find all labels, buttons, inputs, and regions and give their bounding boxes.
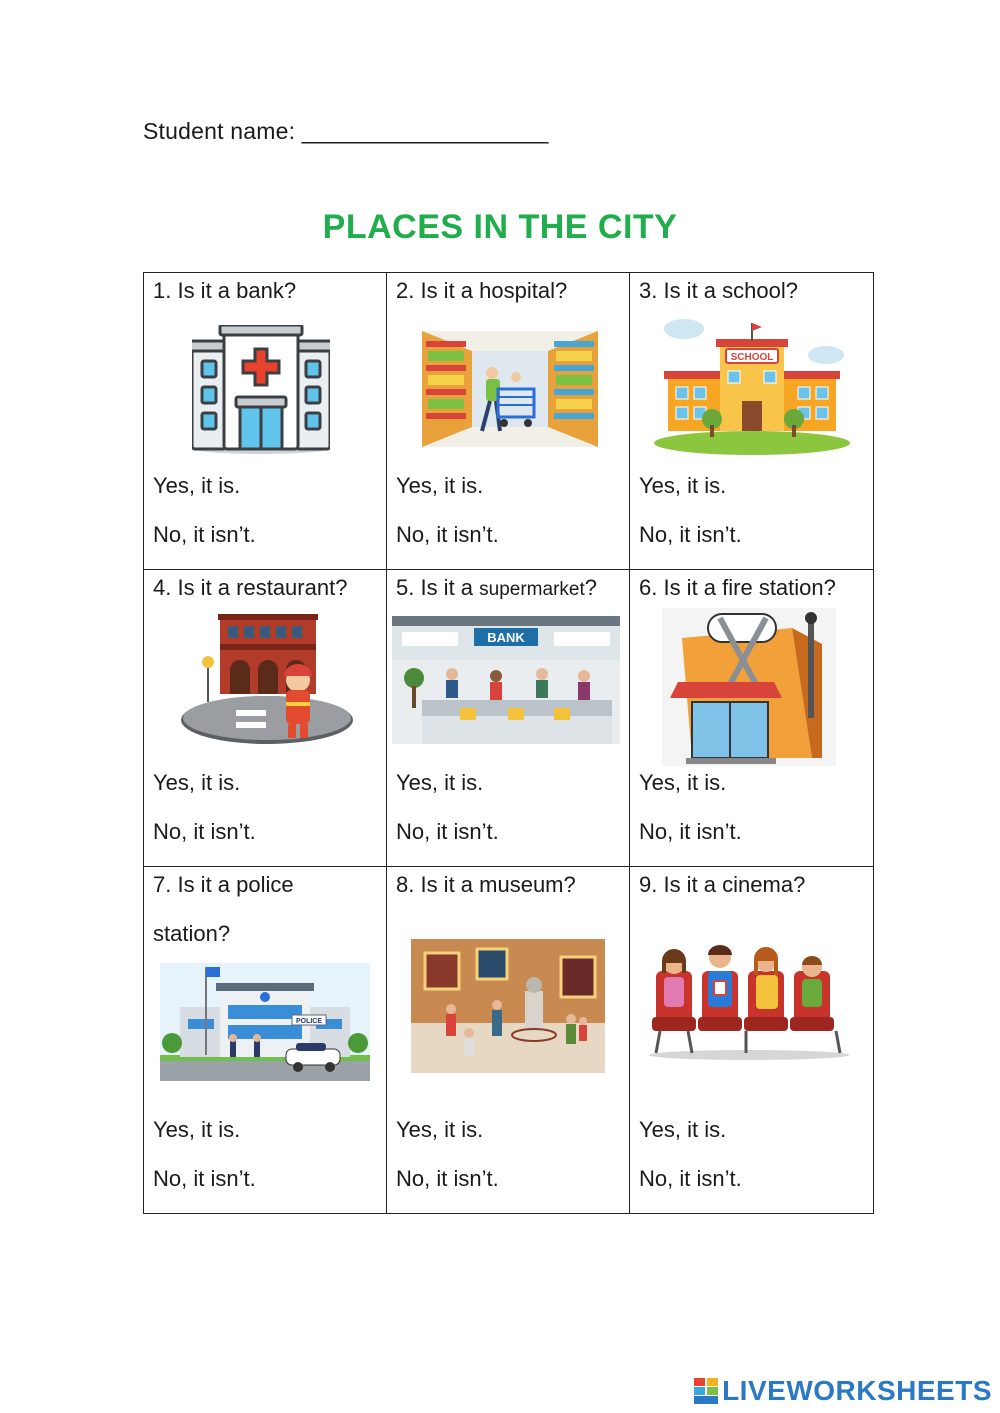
answer-no-9[interactable]: No, it isn’t.: [639, 1166, 742, 1191]
answer-yes-6[interactable]: Yes, it is.: [639, 770, 727, 795]
question-9: 9. Is it a cinema?: [639, 872, 806, 897]
answer-no-3[interactable]: No, it isn’t.: [639, 522, 742, 547]
cell-8: [387, 867, 630, 1214]
cinema-icon: [646, 941, 852, 1061]
cell-7: [144, 867, 387, 1214]
supermarket-icon: [422, 331, 598, 447]
question-1: 1. Is it a bank?: [153, 278, 297, 303]
brand-name: LIVEWORKSHEETS: [722, 1375, 992, 1406]
answer-yes-9[interactable]: Yes, it is.: [639, 1117, 727, 1142]
answer-yes-4[interactable]: Yes, it is.: [153, 770, 241, 795]
cell-3: [630, 273, 874, 570]
school-sign: SCHOOL: [730, 352, 774, 363]
question-2: 2. Is it a hospital?: [396, 278, 568, 303]
answer-no-1[interactable]: No, it isn’t.: [153, 522, 256, 547]
police-station-icon: [160, 963, 370, 1081]
answer-no-2[interactable]: No, it isn’t.: [396, 522, 499, 547]
question-6: 6. Is it a fire station?: [639, 575, 836, 600]
question-8: 8. Is it a museum?: [396, 872, 576, 897]
school-icon: [654, 315, 850, 457]
fire-station-icon: [180, 614, 354, 746]
answer-no-4[interactable]: No, it isn’t.: [153, 819, 256, 844]
question-4: 4. Is it a restaurant?: [153, 575, 348, 600]
cell-4: [144, 570, 387, 867]
answer-yes-2[interactable]: Yes, it is.: [396, 473, 484, 498]
answer-yes-3[interactable]: Yes, it is.: [639, 473, 727, 498]
answer-no-7[interactable]: No, it isn’t.: [153, 1166, 256, 1191]
answer-no-8[interactable]: No, it isn’t.: [396, 1166, 499, 1191]
liveworksheets-logo-icon: [694, 1378, 718, 1404]
answer-yes-8[interactable]: Yes, it is.: [396, 1117, 484, 1142]
answer-yes-7[interactable]: Yes, it is.: [153, 1117, 241, 1142]
answer-yes-1[interactable]: Yes, it is.: [153, 473, 241, 498]
museum-icon: [411, 939, 605, 1073]
bank-sign: BANK: [487, 630, 525, 645]
places-table: [143, 272, 874, 1214]
answer-no-5[interactable]: No, it isn’t.: [396, 819, 499, 844]
question-7: 7. Is it a police station?: [153, 872, 294, 946]
student-name-label: Student name: ___________________: [143, 118, 549, 144]
question-5: 5. Is it a supermarket?: [396, 575, 598, 600]
answer-no-6[interactable]: No, it isn’t.: [639, 819, 742, 844]
hospital-icon: [192, 325, 330, 455]
answer-yes-5[interactable]: Yes, it is.: [396, 770, 484, 795]
cell-2: [387, 273, 630, 570]
cell-9: [630, 867, 874, 1214]
footer-brand: [694, 1375, 992, 1407]
restaurant-icon: [662, 608, 836, 766]
cell-5: [387, 570, 630, 867]
page-title: PLACES IN THE CITY: [322, 208, 678, 246]
cell-6: [630, 570, 874, 867]
bank-icon: [392, 616, 620, 744]
police-sign: POLICE: [295, 1018, 323, 1025]
cell-1: [144, 273, 387, 570]
question-3: 3. Is it a school?: [639, 278, 798, 303]
